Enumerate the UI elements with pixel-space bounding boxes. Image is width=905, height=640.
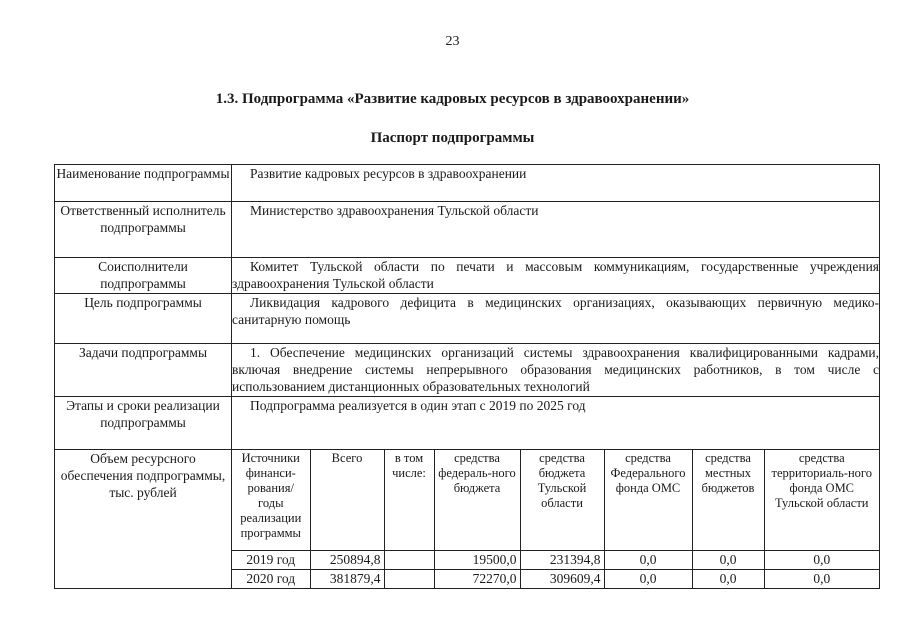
row-value: Комитет Тульской области по печати и массовым коммуникациям, государственные учреждения здравоохранения Тульской области xyxy=(232,258,880,294)
cell-ffoms: 0,0 xyxy=(604,570,692,589)
row-value: Министерство здравоохранения Тульской области xyxy=(232,202,880,258)
funding-row xyxy=(55,450,880,589)
cell-ffoms: 0,0 xyxy=(604,551,692,570)
cell-year: 2019 год xyxy=(232,551,310,570)
funding-data-row xyxy=(232,551,879,570)
cell-total: 250894,8 xyxy=(310,551,384,570)
row-label: Задачи подпрограммы xyxy=(55,344,232,397)
cell-tfoms: 0,0 xyxy=(764,551,879,570)
table-row xyxy=(55,258,880,294)
row-label: Соисполнители подпрограммы xyxy=(55,258,232,294)
page-number: 23 xyxy=(445,34,460,49)
section-title: 1.3. Подпрограмма «Развитие кадровых ресурсов в здравоохранении» xyxy=(215,91,690,107)
row-label: Цель подпрограммы xyxy=(55,294,232,344)
funding-cell xyxy=(232,450,880,589)
header-including: в том числе: xyxy=(384,450,434,551)
cell-regional: 309609,4 xyxy=(520,570,604,589)
header-ffoms: средства Федерального фонда ОМС xyxy=(604,450,692,551)
passport-title: Паспорт подпрограммы xyxy=(370,130,535,146)
cell-including xyxy=(384,551,434,570)
passport-table xyxy=(54,164,880,589)
row-label: Наименование подпрограммы xyxy=(55,165,232,202)
row-value: Развитие кадровых ресурсов в здравоохранении xyxy=(232,165,880,202)
row-label: Этапы и сроки реализации подпрограммы xyxy=(55,397,232,450)
cell-regional: 231394,8 xyxy=(520,551,604,570)
cell-local: 0,0 xyxy=(692,570,764,589)
header-federal: средства федераль-ного бюджета xyxy=(434,450,520,551)
header-tfoms: средства территориаль-ного фонда ОМС Тульской области xyxy=(764,450,879,551)
funding-table xyxy=(232,450,879,588)
row-value: Ликвидация кадрового дефицита в медицинских организациях, оказывающих первичную медико-санитарную помощь xyxy=(232,294,880,344)
header-regional: средства бюджета Тульской области xyxy=(520,450,604,551)
cell-tfoms: 0,0 xyxy=(764,570,879,589)
header-total: Всего xyxy=(310,450,384,551)
cell-including xyxy=(384,570,434,589)
row-value: 1. Обеспечение медицинских организаций системы здравоохранения квалифицированными кадрами, включая внедрение системы непрерывного образования медицинских работников, в том числе с использованием дистанционных образовательных технологий xyxy=(232,344,880,397)
table-row xyxy=(55,202,880,258)
cell-year: 2020 год xyxy=(232,570,310,589)
table-row xyxy=(55,397,880,450)
table-row xyxy=(55,165,880,202)
cell-federal: 19500,0 xyxy=(434,551,520,570)
row-value: Подпрограмма реализуется в один этап с 2019 по 2025 год xyxy=(232,397,880,450)
header-local: средства местных бюджетов xyxy=(692,450,764,551)
cell-federal: 72270,0 xyxy=(434,570,520,589)
header-sources: Источники финанси-рования/ годы реализации программы xyxy=(232,450,310,551)
cell-total: 381879,4 xyxy=(310,570,384,589)
cell-local: 0,0 xyxy=(692,551,764,570)
funding-data-row xyxy=(232,570,879,589)
funding-label: Объем ресурсного обеспечения подпрограммы, тыс. рублей xyxy=(55,450,232,589)
row-label: Ответственный исполнитель подпрограммы xyxy=(55,202,232,258)
table-row xyxy=(55,344,880,397)
funding-header-row xyxy=(232,450,879,551)
table-row xyxy=(55,294,880,344)
